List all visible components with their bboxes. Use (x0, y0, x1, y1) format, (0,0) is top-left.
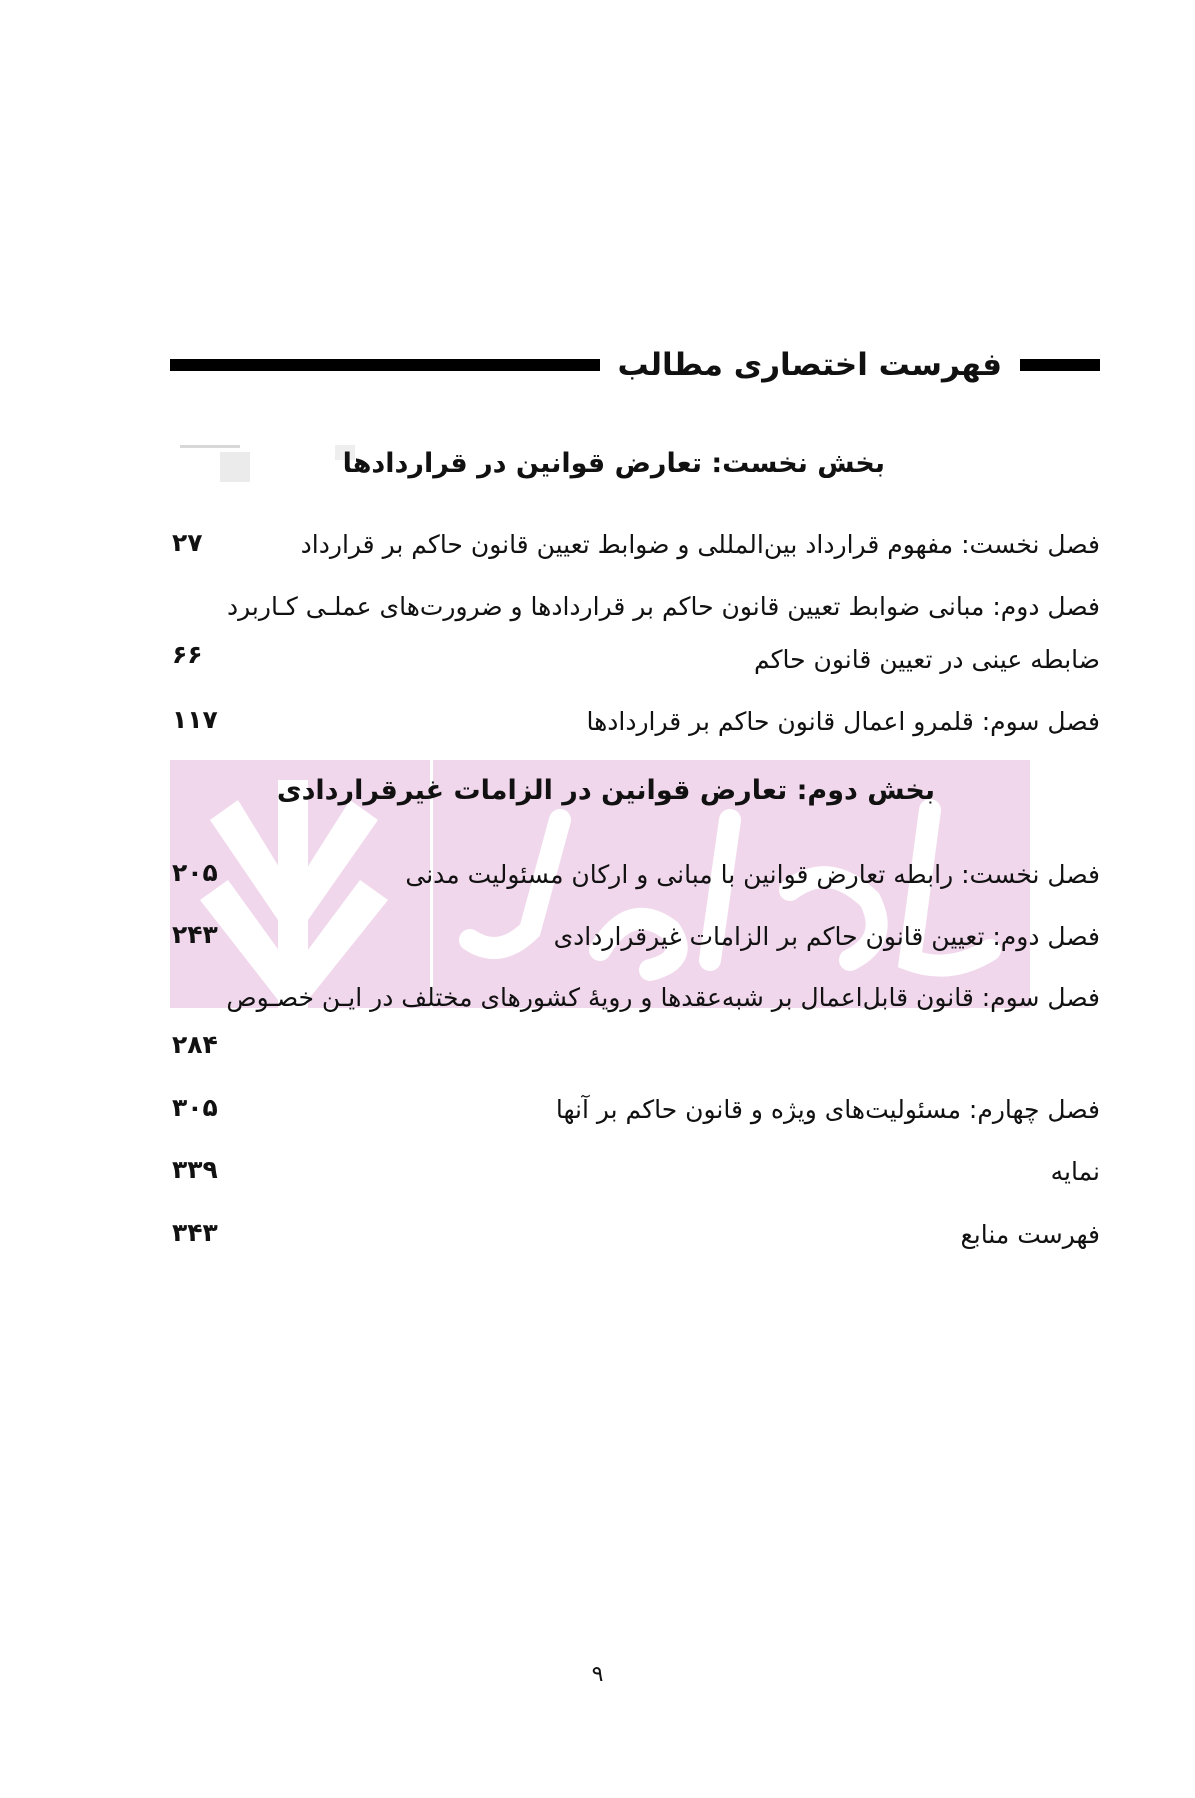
page-number: ۲۴۳ (172, 920, 218, 949)
page-number: ۲۰۵ (172, 858, 218, 887)
title-rule-right (1020, 359, 1100, 371)
page-number: ۲۷ (172, 528, 203, 557)
toc-entry-part2-ch3: فصل سوم: قانون قابل‌اعمال بر شبه‌عقدها و رویهٔ کشورهای مختلف در ایـن خصـوص (226, 983, 1100, 1012)
page-number: ۳۳۹ (172, 1155, 218, 1184)
part1-heading: بخش نخست: تعارض قوانین در قراردادها (342, 448, 885, 479)
toc-entry-sources: فهرست منابع (960, 1220, 1100, 1249)
toc-entry-part2-ch2: فصل دوم: تعیین قانون حاکم بر الزامات غیرقراردادی (553, 922, 1100, 951)
toc-entry-part1-ch1: فصل نخست: مفهوم قرارداد بین‌المللی و ضوابط تعیین قانون حاکم بر قرارداد (300, 530, 1100, 559)
toc-entry-index: نمایه (1050, 1157, 1100, 1186)
toc-entry-part2-ch4: فصل چهارم: مسئولیت‌های ویژه و قانون حاکم بر آنها (555, 1095, 1100, 1124)
toc-entry-part2-ch1: فصل نخست: رابطه تعارض قوانین با مبانی و ارکان مسئولیت مدنی (405, 860, 1100, 889)
page-number: ۲۸۴ (172, 1030, 218, 1059)
toc-entry-part1-ch2-line2: ضابطه عینی در تعیین قانون حاکم (753, 645, 1100, 674)
page-number: ۳۰۵ (172, 1093, 218, 1122)
scan-speckle (220, 452, 250, 482)
page-number: ۳۴۳ (172, 1218, 218, 1247)
toc-entry-part1-ch2-line1: فصل دوم: مبانی ضوابط تعیین قانون حاکم بر قراردادها و ضرورت‌های عملـی کـاربرد (227, 592, 1100, 621)
title-rule-left (170, 359, 600, 371)
toc-title: فهرست اختصاری مطالب (617, 347, 1002, 383)
folio-page-number: ۹ (591, 1662, 604, 1687)
toc-entry-part1-ch3: فصل سوم: قلمرو اعمال قانون حاکم بر قراردادها (586, 707, 1100, 736)
toc-title-row (170, 345, 1100, 385)
page-number: ۶۶ (172, 640, 203, 669)
scan-speckle (180, 445, 240, 448)
part2-heading: بخش دوم: تعارض قوانین در الزامات غیرقراردادی (276, 775, 935, 806)
page-number: ۱۱۷ (172, 705, 218, 734)
